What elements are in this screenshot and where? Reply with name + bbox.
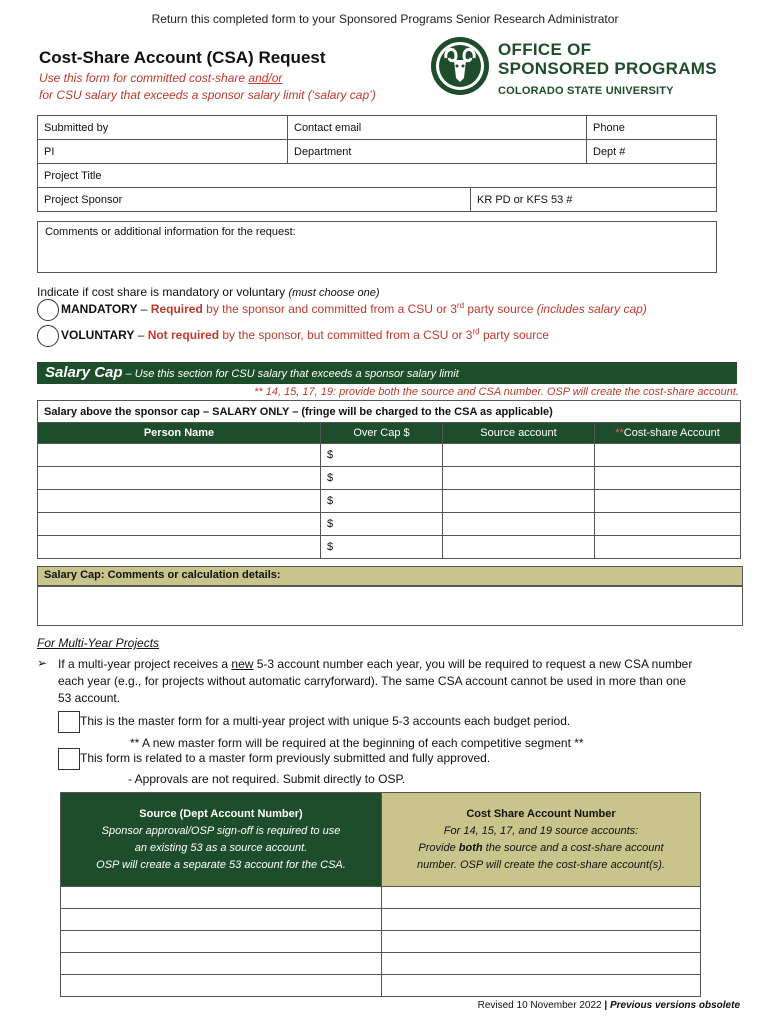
indicate-text: Indicate if cost share is mandatory or voluntary — [37, 285, 289, 299]
csn-line-2b: both — [458, 841, 483, 854]
cost-share-account-cell[interactable] — [595, 536, 741, 559]
source-cell[interactable] — [61, 931, 382, 953]
mandatory-radio[interactable] — [37, 299, 59, 321]
cost-share-account-cell[interactable] — [595, 490, 741, 513]
related-form-checkbox[interactable] — [58, 748, 80, 770]
cost-share-account-cell[interactable] — [595, 467, 741, 490]
csn-cell[interactable] — [382, 953, 701, 975]
voluntary-dash: – — [134, 328, 148, 343]
source-line-2: an existing 53 as a source account. — [134, 841, 308, 854]
cost-share-account-cell[interactable] — [595, 513, 741, 536]
salary-cap-note: ** 14, 15, 17, 19: provide both the source and CSA number. OSP will create the cost-share account. — [254, 386, 739, 398]
person-name-cell[interactable] — [38, 490, 321, 513]
footer-obsolete: Previous versions obsolete — [607, 1000, 740, 1011]
source-account-cell[interactable] — [443, 467, 595, 490]
mandatory-label: MANDATORY — [61, 302, 138, 317]
source-account-cell[interactable] — [443, 536, 595, 559]
voluntary-label: VOLUNTARY — [61, 328, 135, 343]
multi-year-bullet — [58, 656, 698, 707]
related-form-label: This form is related to a master form previously submitted and fully approved. — [80, 751, 491, 766]
footer-revised: Revised 10 November 2022 — [477, 1000, 605, 1011]
pi-field[interactable]: PI — [38, 140, 288, 164]
source-line-1: Sponsor approval/OSP sign-off is required to use — [101, 824, 341, 837]
voluntary-option[interactable] — [37, 325, 549, 347]
over-cap-cell[interactable]: $ — [321, 536, 443, 559]
subtitle-text: Use this form for committed cost-share — [39, 71, 249, 85]
source-cell[interactable] — [61, 887, 382, 909]
mandatory-option[interactable] — [37, 299, 647, 321]
col-cost-share-account — [595, 423, 741, 444]
bullet-text-a: If a multi-year project receives a — [58, 657, 232, 671]
project-title-field[interactable]: Project Title — [38, 164, 717, 188]
source-account-cell[interactable] — [443, 513, 595, 536]
salary-cap-heading: Salary Cap — [45, 364, 123, 381]
comments-field[interactable]: Comments or additional information for the request: — [37, 221, 717, 273]
footer — [0, 1000, 740, 1011]
over-cap-cell[interactable]: $ — [321, 444, 443, 467]
ram-seal-icon — [430, 36, 490, 96]
csn-cell[interactable] — [382, 887, 701, 909]
person-name-cell[interactable] — [38, 467, 321, 490]
sponsor-table — [37, 187, 717, 212]
logo-line-2: SPONSORED PROGRAMS — [498, 59, 717, 78]
csn-header — [382, 793, 701, 887]
related-form-sub: - Approvals are not required. Submit directly to OSP. — [128, 772, 406, 786]
salary-cap-description: – Use this section for CSU salary that exceeds a sponsor salary limit — [122, 368, 459, 380]
voluntary-text-b: party source — [479, 328, 549, 343]
master-form-sub: ** A new master form will be required at the beginning of each competitive segment ** — [130, 736, 584, 750]
footer-separator: | — [604, 1000, 608, 1011]
voluntary-sup: rd — [472, 327, 480, 337]
mandatory-text-a: by the sponsor and committed from a CSU or 3 — [202, 302, 457, 317]
voluntary-text-a: by the sponsor, but committed from a CSU or 3 — [219, 328, 473, 343]
subtitle-text-2: for CSU salary that exceeds a sponsor salary limit (‘salary cap’) — [39, 88, 376, 102]
contact-email-field[interactable]: Contact email — [288, 116, 587, 140]
over-cap-cell[interactable]: $ — [321, 490, 443, 513]
person-name-cell[interactable] — [38, 513, 321, 536]
source-account-cell[interactable] — [443, 444, 595, 467]
subtitle-and-or: and/or — [248, 71, 283, 85]
source-cell[interactable] — [61, 909, 382, 931]
csa-star: ** — [615, 427, 624, 439]
project-sponsor-field[interactable]: Project Sponsor — [38, 188, 471, 212]
csn-line-2a: Provide — [418, 841, 459, 854]
salary-cap-comments-field[interactable] — [37, 586, 743, 626]
csn-cell[interactable] — [382, 931, 701, 953]
related-form-option[interactable] — [58, 748, 490, 770]
phone-field[interactable]: Phone — [587, 116, 717, 140]
source-header — [61, 793, 382, 887]
form-subtitle — [39, 70, 376, 104]
indicate-prompt — [37, 285, 380, 299]
col-source-account: Source account — [443, 423, 595, 444]
source-line-3: OSP will create a separate 53 account for the CSA. — [96, 858, 346, 871]
multi-year-heading: For Multi-Year Projects — [37, 636, 160, 650]
osp-logo — [430, 36, 740, 100]
top-note: Return this completed form to your Sponsored Programs Senior Research Administrator — [151, 12, 619, 26]
csn-cell[interactable] — [382, 909, 701, 931]
form-title: Cost-Share Account (CSA) Request — [39, 48, 326, 67]
voluntary-radio[interactable] — [37, 325, 59, 347]
bullet-text-b: 5-3 account number each year, you will be required to request a new CSA number each year (e.g., for projects without automatic carryforward). The same CSA account cannot be used in more than one 53 account. — [58, 657, 693, 705]
salary-cap-table — [37, 400, 741, 559]
master-form-checkbox[interactable] — [58, 711, 80, 733]
csn-line-1: For 14, 15, 17, and 19 source accounts: — [443, 824, 639, 837]
csn-line-2c: the source and a cost-share account — [482, 841, 664, 854]
mandatory-dash: – — [137, 302, 151, 317]
source-title: Source (Dept Account Number) — [139, 807, 303, 820]
source-cell[interactable] — [61, 953, 382, 975]
mandatory-text-b: party source — [464, 302, 537, 317]
dept-number-field[interactable]: Dept # — [587, 140, 717, 164]
bullet-new: new — [231, 657, 254, 671]
salary-cap-band — [37, 362, 737, 384]
kr-pd-field[interactable]: KR PD or KFS 53 # — [471, 188, 717, 212]
over-cap-cell[interactable]: $ — [321, 513, 443, 536]
source-cell[interactable] — [61, 975, 382, 997]
arrow-bullet-icon: ➢ — [37, 656, 48, 670]
request-info-table — [37, 115, 717, 188]
salary-cap-caption: Salary above the sponsor cap – SALARY ONLY – (fringe will be charged to the CSA as applicable) — [38, 401, 741, 423]
salary-cap-comments-label: Salary Cap: Comments or calculation details: — [37, 566, 743, 586]
department-field[interactable]: Department — [288, 140, 587, 164]
col-person-name: Person Name — [38, 423, 321, 444]
mandatory-required: Required — [150, 302, 203, 317]
master-form-option[interactable] — [58, 711, 570, 733]
logo-line-1: OFFICE OF — [498, 40, 592, 59]
source-csa-table — [60, 792, 701, 997]
csn-cell[interactable] — [382, 975, 701, 997]
person-name-cell[interactable] — [38, 444, 321, 467]
logo-line-3: COLORADO STATE UNIVERSITY — [498, 85, 674, 97]
csn-title: Cost Share Account Number — [466, 807, 616, 820]
mandatory-sup: rd — [456, 301, 465, 311]
indicate-note: (must choose one) — [288, 287, 380, 299]
mandatory-note: (includes salary cap) — [536, 302, 647, 317]
cost-share-account-cell[interactable] — [595, 444, 741, 467]
person-name-cell[interactable] — [38, 536, 321, 559]
source-account-cell[interactable] — [443, 490, 595, 513]
master-form-label: This is the master form for a multi-year project with unique 5-3 accounts each budget period. — [80, 714, 571, 729]
csa-label: Cost-share Account — [623, 427, 720, 439]
voluntary-not-required: Not required — [147, 328, 220, 343]
csn-line-3: number. OSP will create the cost-share account(s). — [416, 858, 665, 871]
submitted-by-field[interactable]: Submitted by — [38, 116, 288, 140]
col-over-cap: Over Cap $ — [321, 423, 443, 444]
over-cap-cell[interactable]: $ — [321, 467, 443, 490]
